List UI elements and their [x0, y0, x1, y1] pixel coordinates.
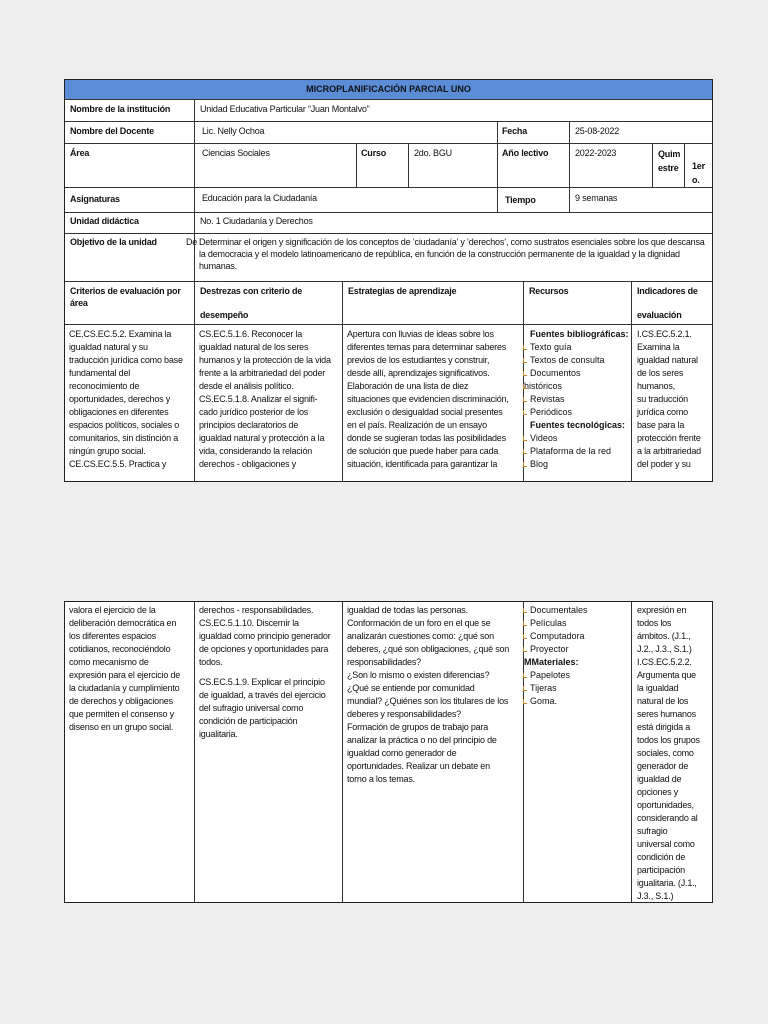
- recurso-text: Películas: [530, 618, 567, 628]
- recurso-text: Documentos: [530, 368, 581, 378]
- teacher-label: Nombre del Docente: [70, 126, 154, 136]
- recurso-heading: [524, 656, 588, 669]
- table-title: MICROPLANIFICACIÓN PARCIAL UNO: [65, 80, 712, 99]
- recurso-text: Documentales: [530, 605, 588, 615]
- subjects-label: Asignaturas: [70, 194, 120, 204]
- recurso-item: [524, 458, 629, 471]
- recurso-item: [524, 406, 629, 419]
- bullet-icon: [523, 647, 527, 652]
- area-value: Ciencias Sociales: [202, 148, 270, 158]
- recurso-text: históricos: [524, 381, 563, 391]
- recurso-item: [524, 341, 629, 354]
- bullet-icon: [523, 371, 527, 376]
- bullet-icon: [523, 699, 527, 704]
- time-label: Tiempo: [505, 195, 536, 205]
- recurso-text: Texto guía: [530, 342, 572, 352]
- teacher-value: Lic. Nelly Ochoa: [202, 126, 265, 136]
- area-label: Área: [70, 148, 90, 158]
- recursos-list: [524, 328, 629, 471]
- recurso-text: Blog: [530, 459, 549, 469]
- indicadores-text: I.CS.EC.5.2.1. Examina la igualdad natural de los seres humanos, su traducción jurídica como base para la protección frente a la arbitrariedad del poder y su: [637, 329, 701, 469]
- school-year-value: 2022-2023: [575, 148, 617, 158]
- quimestre-label: Quim estre: [658, 149, 681, 173]
- institution-value: Unidad Educativa Particular “Juan Montalvo”: [200, 104, 370, 114]
- planning-table-page-2: [64, 601, 713, 903]
- criterios-text-cont: valora el ejercicio de la deliberación democrática en los diferentes espacios cotidianos, reconociéndolo como mecanismo de expresión para el ejercicio de la ciudadanía y cumplimiento de derechos y obligaciones que permiten el consenso y disenso en un grupo social.: [69, 605, 181, 732]
- recurso-item: [524, 617, 588, 630]
- course-label: Curso: [361, 148, 387, 158]
- recurso-text: Papelotes: [530, 670, 571, 680]
- bullet-icon: [523, 384, 527, 389]
- col-criterios: Criterios de evaluación por área: [70, 286, 181, 308]
- destrezas-text-cont-2: CS.EC.5.1.9. Explicar el principio de igualdad, a través del ejercicio del sufragio universal como condición de participación igualitaria.: [199, 677, 326, 739]
- recurso-heading: [524, 328, 629, 341]
- objective-value: Determinar el origen y significación de los conceptos de ‘ciudadanía’ y ‘derechos’, como sustratos esenciales sobre los que descansa la democracia y el modelo latinoamericano de república, en función de la construcción permanente de la igualdad y la dignidad humanas.: [199, 237, 705, 271]
- recurso-item: [524, 604, 588, 617]
- bullet-icon: [523, 608, 527, 613]
- recurso-item: [524, 669, 588, 682]
- recurso-item: [524, 643, 588, 656]
- recurso-text: Fuentes tecnológicas:: [530, 420, 626, 430]
- indicadores-text-cont: expresión en todos los ámbitos. (J.1., J.2., J.3., S.1.) I.CS.EC.5.2.2. Argumenta que la igualdad natural de los seres humanos está dirigida a todos los grupos sociales, como generador de igualdad de opciones y oportunidades, considerando al sufragio universal como condición de participación igualitaria. (J.1., J.3., S.1.): [637, 605, 700, 901]
- estrategias-text: Apertura con lluvias de ideas sobre los diferentes temas para determinar saberes previos de los estudiantes y construir, desde allí, aprendizajes significativos. Elaboración de una lista de diez situaciones que evidencien discriminación, exclusión o desigualdad social presentes en el país. Realización de un ensayo donde se sugieran todas las posibilidades de solución que puede haber para cada situación, identificada para garantizar la: [347, 329, 509, 469]
- recurso-item: [524, 367, 629, 380]
- recurso-heading: [524, 419, 629, 432]
- bullet-icon: [523, 686, 527, 691]
- recurso-text: Fuentes bibliográficas:: [530, 329, 629, 339]
- recurso-text: Goma.: [530, 696, 558, 706]
- recurso-text: Videos: [530, 433, 558, 443]
- objective-prefix: De: [186, 237, 198, 247]
- recurso-text: Tijeras: [530, 683, 557, 693]
- planning-table-page-1: [64, 79, 713, 482]
- bullet-icon: [523, 358, 527, 363]
- recurso-text: MMateriales:: [524, 657, 579, 667]
- unit-label: Unidad didáctica: [70, 216, 139, 226]
- time-value: 9 semanas: [575, 193, 618, 203]
- bullet-icon: [523, 436, 527, 441]
- destrezas-text-cont: derechos - responsabilidades. CS.EC.5.1.10. Discernir la igualdad como principio generador de opciones y oportunidades para todos.: [199, 605, 331, 667]
- recurso-text: Textos de consulta: [530, 355, 605, 365]
- recurso-text: Computadora: [530, 631, 585, 641]
- estrategias-text-cont: igualdad de todas las personas. Conformación de un foro en el que se analizarán cuestiones como: ¿qué son deberes, ¿qué son obligaciones, ¿qué son responsabilidades? ¿Son lo mismo o existen diferencias? ¿Qué se entiende por comunidad mundial? ¿Quiénes son los titulares de los deberes y responsabilidades? Formación de grupos de trabajo para analizar la práctica o no del principio de igualdad como generador de oportunidades. Realizar un debate en torno a los temas.: [347, 605, 510, 784]
- date-value: 25-08-2022: [575, 126, 620, 136]
- bullet-icon: [523, 410, 527, 415]
- recurso-text: Plataforma de la red: [530, 446, 612, 456]
- recurso-item: [524, 695, 588, 708]
- unit-value: No. 1 Ciudadanía y Derechos: [200, 216, 313, 226]
- recurso-item: [524, 380, 629, 393]
- recurso-item: [524, 445, 629, 458]
- course-value: 2do. BGU: [414, 148, 452, 158]
- bullet-icon: [523, 673, 527, 678]
- recurso-item: [524, 393, 629, 406]
- col-destrezas: Destrezas con criterio de desempeño: [200, 286, 303, 320]
- recurso-item: [524, 432, 629, 445]
- destrezas-text: CS.EC.5.1.6. Reconocer la igualdad natural de los seres humanos y la protección de la vida frente a la arbitrariedad del poder desde el análisis político. CS.EC.5.1.8. Analizar el signifi- cado jurídico posterior de los principios declaratorios de igualdad natural y protección a la vida, considerando la relación derechos - obligaciones y: [199, 329, 331, 469]
- bullet-icon: [523, 634, 527, 639]
- col-recursos: Recursos: [529, 286, 569, 296]
- bullet-icon: [523, 345, 527, 350]
- recurso-text: Proyector: [530, 644, 569, 654]
- subjects-value: Educación para la Ciudadanía: [202, 193, 317, 203]
- institution-label: Nombre de la institución: [70, 104, 171, 114]
- col-estrategias: Estrategias de aprendizaje: [348, 286, 457, 296]
- bullet-icon: [523, 397, 527, 402]
- objective-label: Objetivo de la unidad: [70, 237, 157, 247]
- bullet-icon: [523, 462, 527, 467]
- quimestre-value: 1er o.: [692, 161, 705, 185]
- recurso-item: [524, 682, 588, 695]
- col-indicadores: Indicadores de evaluación: [637, 286, 698, 320]
- recurso-text: Periódicos: [530, 407, 573, 417]
- date-label: Fecha: [502, 126, 528, 136]
- recursos-list-cont: [524, 604, 588, 708]
- criterios-text: CE.CS.EC.5.2. Examina la igualdad natural y su traducción jurídica como base fundamental del reconocimiento de oportunidades, derechos y obligaciones en diferentes espacios políticos, sociales o comunitarios, sin distinción a ningún grupo social. CE.CS.EC.5.5. Practica y: [69, 329, 183, 469]
- bullet-icon: [523, 449, 527, 454]
- recurso-item: [524, 354, 629, 367]
- recurso-text: Revistas: [530, 394, 565, 404]
- recurso-item: [524, 630, 588, 643]
- school-year-label: Año lectivo: [502, 148, 549, 158]
- bullet-icon: [523, 621, 527, 626]
